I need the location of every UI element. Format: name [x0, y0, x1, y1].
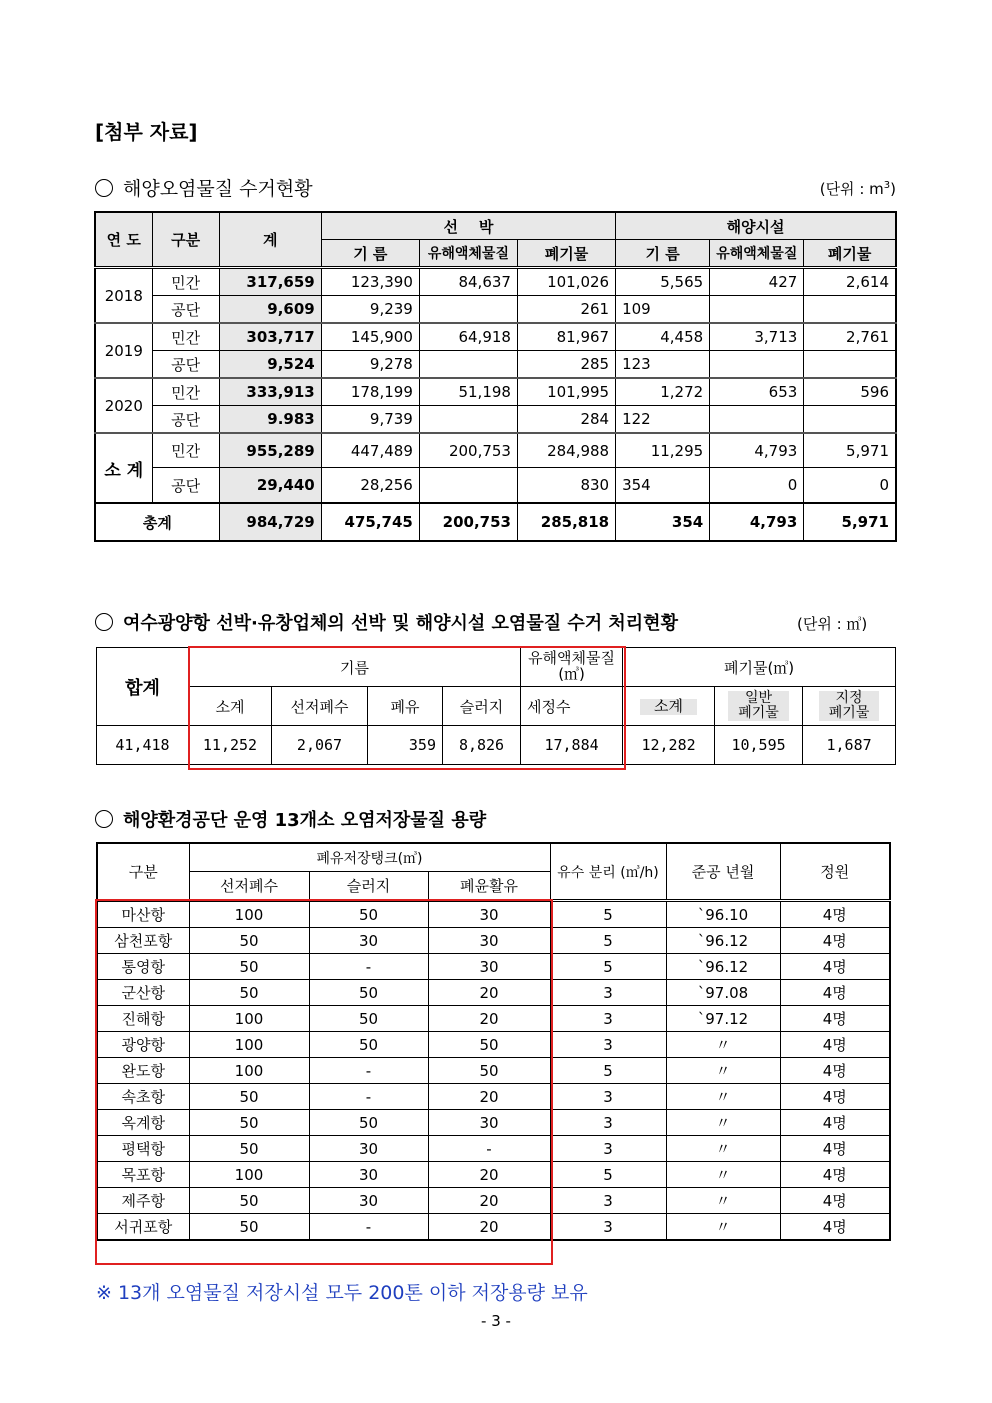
header-type: 구분 [97, 843, 189, 901]
cell: 50 [189, 1188, 309, 1214]
cell: `96.12 [666, 928, 780, 954]
cell: 28,256 [321, 468, 419, 504]
cell: 261 [517, 296, 615, 324]
cell: 3 [550, 1006, 666, 1032]
cell: 30 [428, 1110, 550, 1136]
cell: 50 [189, 1136, 309, 1162]
cell: 9,278 [321, 351, 419, 379]
table-row [97, 1006, 890, 1032]
header-year: 연 도 [95, 212, 152, 268]
port-name-cell: 통영항 [97, 954, 189, 980]
cell: - [428, 1136, 550, 1162]
port-name-cell: 서귀포항 [97, 1214, 189, 1241]
cell: 〃 [666, 1084, 780, 1110]
cell: 50 [309, 980, 428, 1006]
cell: 4,793 [710, 503, 804, 541]
type-cell: 민간 [152, 378, 219, 406]
cell: 20 [428, 980, 550, 1006]
cell: 447,489 [321, 433, 419, 468]
header-lube: 폐윤활유 [428, 872, 550, 901]
cell: 20 [428, 1162, 550, 1188]
cell: 11,252 [189, 726, 272, 765]
cell: 100 [189, 1058, 309, 1084]
section2-unit: (단위 : ㎥) [797, 615, 868, 633]
table-row [97, 901, 890, 928]
year-cell: 2018 [95, 268, 152, 324]
port-name-cell: 진해항 [97, 1006, 189, 1032]
cell: 10,595 [715, 726, 803, 765]
port-name-cell: 군산항 [97, 980, 189, 1006]
cell: 0 [710, 468, 804, 504]
cell: 8,826 [443, 726, 521, 765]
port-name-cell: 삼천포항 [97, 928, 189, 954]
cell: 100 [189, 1032, 309, 1058]
circle-bullet-icon [95, 613, 113, 631]
header-facility-waste: 폐기물 [804, 240, 896, 268]
cell: 123,390 [321, 268, 419, 296]
port-name-cell: 평택항 [97, 1136, 189, 1162]
cell: 84,637 [419, 268, 517, 296]
cell: 830 [517, 468, 615, 504]
cell: - [309, 1058, 428, 1084]
cell: 29,440 [219, 468, 321, 504]
table-row [97, 1032, 890, 1058]
section2-title: 여수광양항 선박·유창업체의 선박 및 해양시설 오염물질 수거 처리현황 [123, 613, 678, 634]
circle-bullet-icon [95, 810, 113, 828]
cell: 317,659 [219, 268, 321, 296]
type-cell: 공단 [152, 468, 219, 504]
cell: 50 [189, 1214, 309, 1241]
port-name-cell: 옥계항 [97, 1110, 189, 1136]
cell: 5 [550, 901, 666, 928]
cell: 30 [309, 1188, 428, 1214]
type-cell: 공단 [152, 351, 219, 379]
section3-heading [95, 806, 486, 832]
storage-capacity-table [96, 842, 891, 1241]
cell: 64,918 [419, 323, 517, 351]
cell: 50 [189, 1084, 309, 1110]
header-ship-hns: 유해액체물질 [419, 240, 517, 268]
cell: 427 [710, 268, 804, 296]
cell: 0 [804, 468, 896, 504]
cell: 5,565 [616, 268, 710, 296]
section1-unit: (단위 : $m^3$) [819, 180, 896, 198]
type-cell: 공단 [152, 406, 219, 434]
cell: 4명 [780, 1136, 890, 1162]
header-oil: 기름 [189, 648, 521, 687]
port-name-cell: 마산항 [97, 901, 189, 928]
cell: 3 [550, 1032, 666, 1058]
cell: 50 [428, 1058, 550, 1084]
table-row [97, 1188, 890, 1214]
cell: 50 [309, 1110, 428, 1136]
cell: 50 [189, 954, 309, 980]
grand-total-label: 총계 [95, 503, 219, 541]
cell: 1,272 [616, 378, 710, 406]
header-type: 구분 [152, 212, 219, 268]
table-row [97, 1136, 890, 1162]
type-cell: 민간 [152, 268, 219, 296]
year-cell: 2020 [95, 378, 152, 433]
cell: 4명 [780, 1188, 890, 1214]
table-row [97, 954, 890, 980]
cell: - [309, 1084, 428, 1110]
cell: 5,971 [804, 503, 896, 541]
cell: 50 [309, 901, 428, 928]
cell [710, 296, 804, 324]
cell: 303,717 [219, 323, 321, 351]
cell: 50 [309, 1006, 428, 1032]
cell: 〃 [666, 1032, 780, 1058]
cell: 285 [517, 351, 615, 379]
header-waste-subtotal: 소계 [623, 687, 715, 726]
cell: 〃 [666, 1136, 780, 1162]
cell: 200,753 [419, 503, 517, 541]
table-row [95, 378, 896, 406]
cell [710, 351, 804, 379]
cell: 101,995 [517, 378, 615, 406]
header-sum: 합계 [97, 648, 189, 726]
cell: `97.08 [666, 980, 780, 1006]
cell: 5 [550, 928, 666, 954]
cell: 359 [368, 726, 443, 765]
cell: 4,793 [710, 433, 804, 468]
cell: 30 [428, 928, 550, 954]
header-completed: 준공 년월 [666, 843, 780, 901]
cell: 596 [804, 378, 896, 406]
cell: 653 [710, 378, 804, 406]
values-row [97, 726, 896, 765]
cell [419, 468, 517, 504]
cell: 20 [428, 1006, 550, 1032]
header-tank: 폐유저장탱크(㎥) [189, 843, 550, 872]
cell: 284 [517, 406, 615, 434]
cell: 955,289 [219, 433, 321, 468]
cell: 50 [309, 1032, 428, 1058]
table-row [97, 1214, 890, 1241]
type-cell: 민간 [152, 433, 219, 468]
cell: 〃 [666, 1058, 780, 1084]
year-cell: 소 계 [95, 433, 152, 503]
cell: 200,753 [419, 433, 517, 468]
table-row [97, 1084, 890, 1110]
header-oil-subtotal: 소계 [189, 687, 272, 726]
cell: 2,614 [804, 268, 896, 296]
cell: 50 [189, 980, 309, 1006]
cell: 284,988 [517, 433, 615, 468]
header-waste-oil: 폐유 [368, 687, 443, 726]
port-name-cell: 제주항 [97, 1188, 189, 1214]
cell [419, 406, 517, 434]
cell: 984,729 [219, 503, 321, 541]
cell: 354 [616, 503, 710, 541]
header-hns: 유해액체물질 (㎥) [521, 648, 623, 687]
cell: 81,967 [517, 323, 615, 351]
port-name-cell: 속초항 [97, 1084, 189, 1110]
table-row [95, 468, 896, 504]
header-total: 계 [219, 212, 321, 268]
cell: 30 [309, 1162, 428, 1188]
header-ship: 선 박 [321, 212, 615, 240]
cell: 9.983 [219, 406, 321, 434]
cell: 30 [428, 901, 550, 928]
header-designated-waste: 지정 폐기물 [803, 687, 896, 726]
cell [710, 406, 804, 434]
cell: 17,884 [521, 726, 623, 765]
header-bilge: 선저폐수 [272, 687, 368, 726]
cell: 〃 [666, 1162, 780, 1188]
header-separation: 유수 분리 (㎥/h) [550, 843, 666, 901]
cell: 11,295 [616, 433, 710, 468]
cell: 109 [616, 296, 710, 324]
cell: 4명 [780, 1032, 890, 1058]
table-row [97, 1058, 890, 1084]
cell [804, 296, 896, 324]
cell: 9,524 [219, 351, 321, 379]
cell: 3 [550, 980, 666, 1006]
cell: 4명 [780, 1006, 890, 1032]
cell: 20 [428, 1084, 550, 1110]
port-name-cell: 광양항 [97, 1032, 189, 1058]
cell: 178,199 [321, 378, 419, 406]
cell: 5 [550, 1058, 666, 1084]
type-cell: 민간 [152, 323, 219, 351]
cell: 50 [189, 928, 309, 954]
cell: 30 [309, 928, 428, 954]
header-general-waste: 일반 폐기물 [715, 687, 803, 726]
cell: 51,198 [419, 378, 517, 406]
cell: 〃 [666, 1214, 780, 1241]
header-wash: 세정수 [521, 687, 623, 726]
header-facility-oil: 기 름 [616, 240, 710, 268]
header-bilge: 선저폐수 [189, 872, 309, 901]
cell: `97.12 [666, 1006, 780, 1032]
footnote: ※ 13개 오염물질 저장시설 모두 200톤 이하 저장용량 보유 [96, 1282, 588, 1304]
port-name-cell: 목포항 [97, 1162, 189, 1188]
cell: 9,239 [321, 296, 419, 324]
header-ship-waste: 폐기물 [517, 240, 615, 268]
cell: 〃 [666, 1110, 780, 1136]
cell: 9,609 [219, 296, 321, 324]
cell: 100 [189, 1006, 309, 1032]
section2-heading [95, 609, 678, 635]
table-row [95, 351, 896, 379]
cell: 475,745 [321, 503, 419, 541]
cell: 4명 [780, 1058, 890, 1084]
cell: 12,282 [623, 726, 715, 765]
cell [804, 406, 896, 434]
table-row [95, 323, 896, 351]
cell: 50 [189, 1110, 309, 1136]
table-row [97, 928, 890, 954]
cell: 101,026 [517, 268, 615, 296]
cell: 4명 [780, 1084, 890, 1110]
header-sludge: 슬러지 [309, 872, 428, 901]
cell: 4명 [780, 1162, 890, 1188]
cell: 2,761 [804, 323, 896, 351]
cell: 30 [428, 954, 550, 980]
collection-status-table [94, 211, 897, 542]
table-row [95, 268, 896, 296]
cell: 4명 [780, 980, 890, 1006]
cell: 354 [616, 468, 710, 504]
cell: `96.12 [666, 954, 780, 980]
cell: 4명 [780, 1214, 890, 1241]
header-ship-oil: 기 름 [321, 240, 419, 268]
cell: 30 [309, 1136, 428, 1162]
cell: 4,458 [616, 323, 710, 351]
cell: 4명 [780, 1110, 890, 1136]
table-row [95, 433, 896, 468]
cell: `96.10 [666, 901, 780, 928]
cell: 3 [550, 1084, 666, 1110]
section1-heading [95, 174, 313, 201]
header-facility-hns: 유해액체물질 [710, 240, 804, 268]
table-row [95, 296, 896, 324]
table-row [97, 1110, 890, 1136]
cell: 285,818 [517, 503, 615, 541]
table-row [95, 406, 896, 434]
cell: 3 [550, 1110, 666, 1136]
cell: 9,739 [321, 406, 419, 434]
cell: 100 [189, 901, 309, 928]
cell: 3 [550, 1188, 666, 1214]
cell [419, 351, 517, 379]
cell: 333,913 [219, 378, 321, 406]
header-waste: 폐기물(㎥) [623, 648, 896, 687]
page-number: - 3 - [481, 1312, 511, 1330]
cell: 5 [550, 954, 666, 980]
cell: 3 [550, 1214, 666, 1241]
header-sludge: 슬러지 [443, 687, 521, 726]
table-row [97, 1162, 890, 1188]
cell: 4명 [780, 954, 890, 980]
cell: 20 [428, 1214, 550, 1241]
cell: 122 [616, 406, 710, 434]
cell: 145,900 [321, 323, 419, 351]
cell: 50 [428, 1032, 550, 1058]
cell: 20 [428, 1188, 550, 1214]
cell [419, 296, 517, 324]
cell: 3,713 [710, 323, 804, 351]
cell: 100 [189, 1162, 309, 1188]
document-title: [첨부 자료] [95, 120, 198, 144]
cell: - [309, 1214, 428, 1241]
cell: 1,687 [803, 726, 896, 765]
cell: 123 [616, 351, 710, 379]
year-cell: 2019 [95, 323, 152, 378]
cell: 2,067 [272, 726, 368, 765]
cell [804, 351, 896, 379]
port-name-cell: 완도항 [97, 1058, 189, 1084]
header-staff: 정원 [780, 843, 890, 901]
circle-bullet-icon [95, 179, 113, 197]
cell: 5,971 [804, 433, 896, 468]
section1-title: 해양오염물질 수거현황 [123, 178, 313, 200]
section3-title: 해양환경공단 운영 13개소 오염저장물질 용량 [123, 810, 487, 831]
cell: 5 [550, 1162, 666, 1188]
yeosu-gwangyang-table [96, 647, 896, 765]
header-facility: 해양시설 [616, 212, 896, 240]
cell: - [309, 954, 428, 980]
cell: 4명 [780, 928, 890, 954]
type-cell: 공단 [152, 296, 219, 324]
cell: 4명 [780, 901, 890, 928]
cell: 41,418 [97, 726, 189, 765]
grand-total-row [95, 503, 896, 541]
cell: 〃 [666, 1188, 780, 1214]
cell: 3 [550, 1136, 666, 1162]
table-row [97, 980, 890, 1006]
